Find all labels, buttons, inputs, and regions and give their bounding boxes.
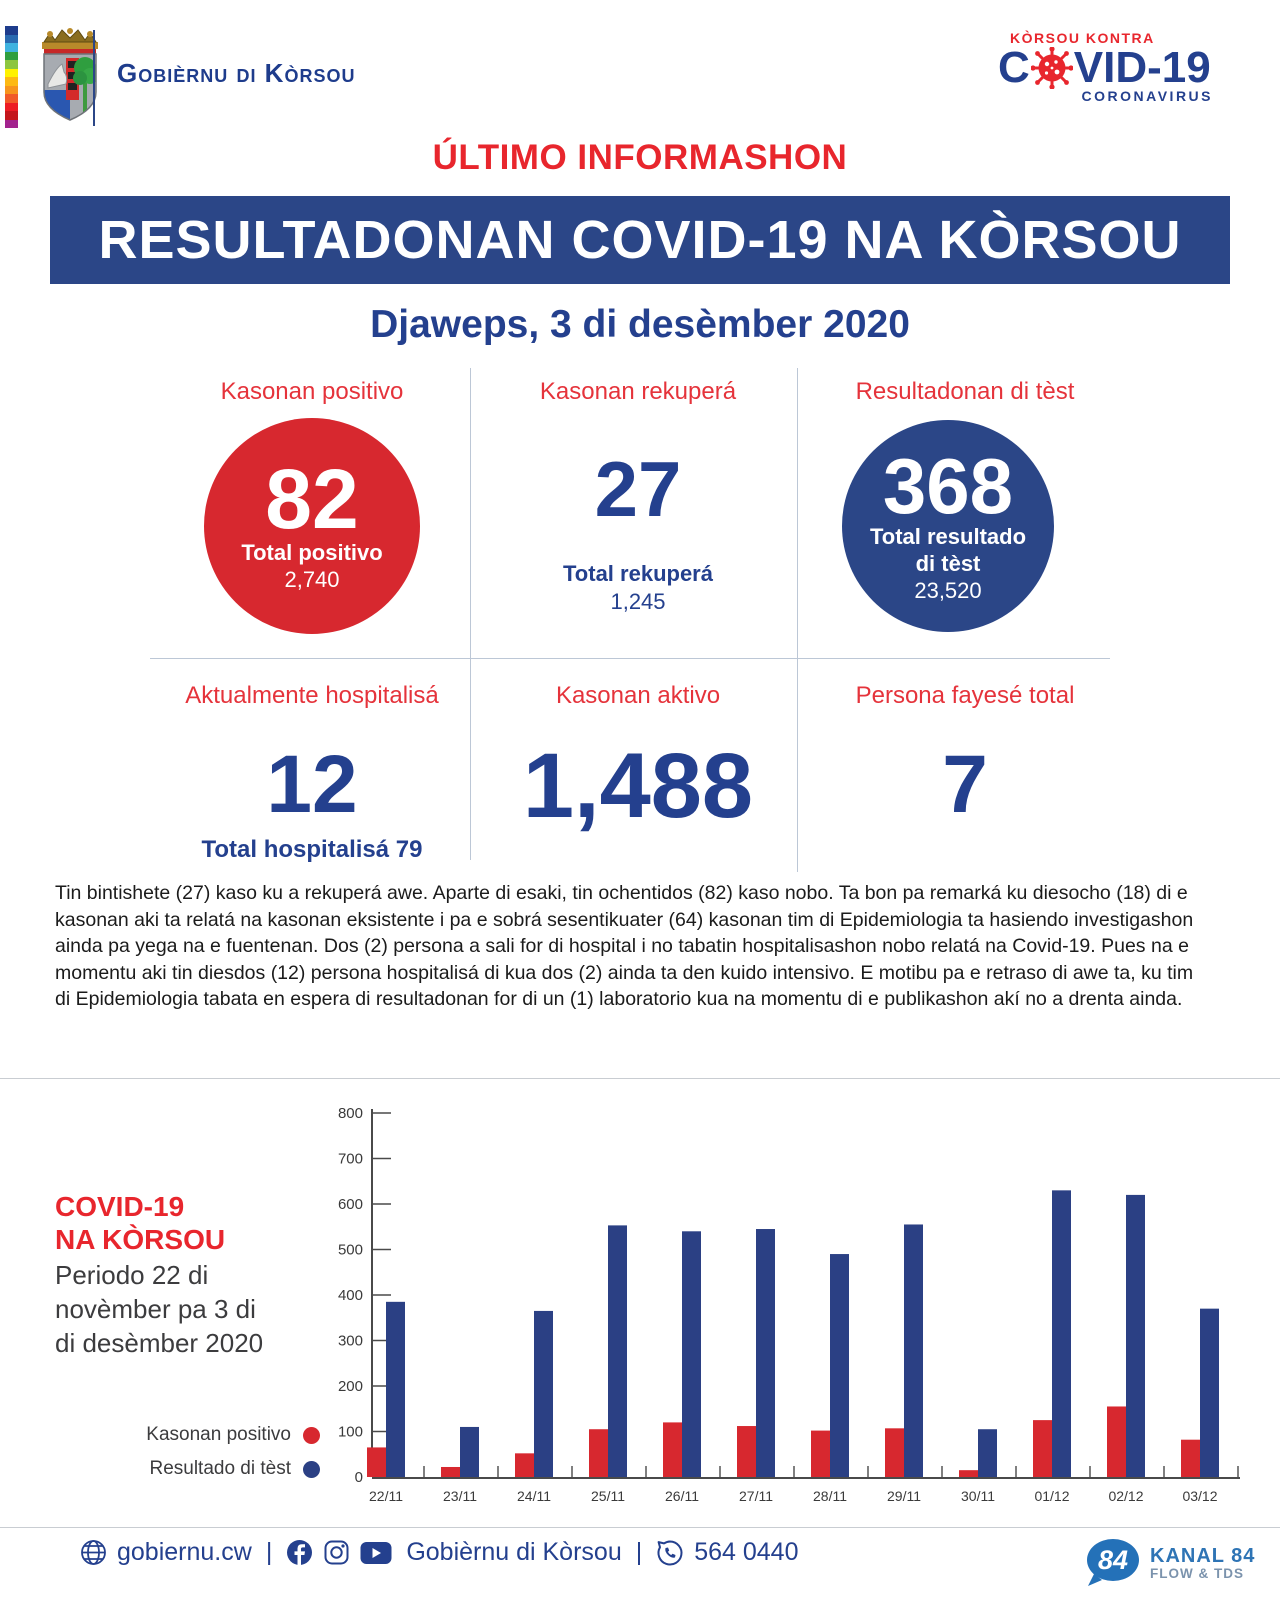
footer (80, 1538, 799, 1567)
section-kicker: ÚLTIMO INFORMASHON (432, 138, 848, 177)
instagram-icon[interactable] (323, 1539, 350, 1566)
report-paragraph: Tin bintishete (27) kaso ku a rekuperá awe. Aparte di esaki, tin ochentidos (82) kaso nobo. Ta bon pa remarká ku diesocho (18) di e kasonan aki ta relatá na kasonan eksistente i pa e sobrá sesentikuater (64) kasonan tim di Epidemiologia ta hasiendo investigashon ainda pa yega na e fuentenan. Dos (2) persona a sali for di hospital i no tabatin hospitalisashon nobo relatá na Covid-19. Pues na e momentu aki tin diesdos (12) persona hospitalisá di kua dos (2) ainda ta den kuido intensivo. E motibu pa e retraso di awe ta, ku tim di Epidemiologia tabata en espera di resultadonan for di un (1) laboratorio kua na momentu di e publikashon akí no a drenta ainda. (55, 882, 1194, 1010)
svg-text:28/11: 28/11 (813, 1488, 847, 1504)
chart-title-line1: COVID-19 (55, 1191, 185, 1222)
svg-text:01/12: 01/12 (1034, 1488, 1070, 1504)
legend-item-positivo (60, 1424, 320, 1446)
stat-total-value-positivo: 2,740 (284, 567, 340, 592)
stat-value-rekupera: 27 (594, 445, 682, 533)
legend-item-test (60, 1458, 320, 1480)
svg-text:500: 500 (337, 1241, 363, 1259)
curacao-coat-of-arms (30, 28, 110, 128)
svg-text:100: 100 (337, 1423, 363, 1441)
chart-title-line2: NA KÒRSOU (55, 1224, 226, 1255)
chart-subtitle-line2: novèmber pa 3 di (55, 1294, 256, 1324)
covid-bar-chart (320, 1085, 1250, 1515)
title-banner (50, 196, 1230, 284)
stat-label-positivo: Kasonan positivo (220, 378, 404, 405)
chart-subtitle-line3: di desèmber 2020 (55, 1328, 264, 1358)
stat-circle-test (842, 420, 1054, 632)
svg-text:700: 700 (337, 1150, 363, 1168)
footer-social-name[interactable]: Gobièrnu di Kòrsou (406, 1538, 622, 1566)
svg-text:30/11: 30/11 (961, 1488, 995, 1504)
legend-label-test: Resultado di tèst (149, 1458, 291, 1479)
legend-dot-blue (303, 1461, 320, 1478)
svg-text:84: 84 (1097, 1545, 1129, 1575)
stat-label-hospital: Aktualmente hospitalisá (185, 682, 439, 709)
flag-color-stripe (5, 26, 18, 128)
stat-total-label-test-1: Total resultado (869, 523, 1027, 549)
svg-text:03/12: 03/12 (1182, 1488, 1218, 1504)
globe-icon (80, 1539, 107, 1566)
svg-text:400: 400 (337, 1287, 363, 1304)
footer-website[interactable]: gobiernu.cw (117, 1538, 252, 1566)
facebook-icon[interactable] (286, 1539, 313, 1566)
stat-circle-positivo (204, 418, 420, 634)
svg-text:22/11: 22/11 (369, 1488, 403, 1504)
whatsapp-icon[interactable] (656, 1539, 684, 1567)
svg-text:23/11: 23/11 (443, 1488, 477, 1504)
svg-text:27/11: 27/11 (739, 1488, 773, 1504)
report-date: Djaweps, 3 di desèmber 2020 (370, 303, 910, 346)
stat-total-value-test: 23,520 (914, 577, 982, 603)
svg-text:02/12: 02/12 (1108, 1488, 1144, 1504)
stat-value-hospital: 12 (266, 739, 358, 830)
svg-text:0: 0 (354, 1469, 363, 1486)
title-banner-text: RESULTADONAN COVID-19 NA KÒRSOU (98, 210, 1182, 270)
stat-total-label-hospital: Total hospitalisá 79 (201, 836, 423, 863)
stat-label-rekupera: Kasonan rekuperá (539, 378, 737, 405)
chart-subtitle-line1: Periodo 22 di (55, 1260, 209, 1290)
chart-subtitle (55, 1258, 335, 1360)
chart-title (55, 1190, 315, 1256)
kanal84-bubble-icon (1082, 1536, 1142, 1590)
kanal84-name: KANAL 84 (1150, 1544, 1256, 1567)
chart-legend (60, 1424, 320, 1492)
kanal84-tagline: FLOW & TDS (1150, 1565, 1244, 1581)
svg-text:300: 300 (337, 1332, 363, 1350)
youtube-icon[interactable] (360, 1541, 392, 1565)
stat-total-value-rekupera: 1,245 (610, 589, 666, 614)
stat-label-fayese: Persona fayesé total (855, 682, 1075, 709)
virus-icon (1031, 47, 1073, 89)
logo-subtitle: CORONAVIRUS (1081, 88, 1213, 104)
logo-vid19: VID-19 (1073, 43, 1211, 92)
korsou-kontra-covid-logo (998, 30, 1213, 104)
grid-divider-horizontal (150, 658, 1110, 659)
stat-value-fayese: 7 (942, 739, 988, 830)
stat-value-test: 368 (882, 441, 1014, 530)
header-divider (93, 30, 95, 126)
svg-text:800: 800 (337, 1105, 363, 1122)
stat-total-label-positivo: Total positivo (241, 540, 383, 565)
stat-value-aktivo: 1,488 (522, 735, 754, 837)
svg-text:24/11: 24/11 (517, 1488, 551, 1504)
kanal84-logo (1082, 1536, 1255, 1590)
svg-text:25/11: 25/11 (591, 1488, 625, 1504)
logo-kicker: KÒRSOU KONTRA (1010, 30, 1155, 46)
footer-separator-2: | (635, 1538, 643, 1566)
stat-total-label-rekupera: Total rekuperá (563, 561, 713, 586)
legend-label-positivo: Kasonan positivo (146, 1424, 291, 1445)
stat-value-positivo: 82 (265, 452, 359, 546)
svg-text:29/11: 29/11 (887, 1488, 921, 1504)
svg-text:600: 600 (337, 1196, 363, 1213)
logo-main (998, 43, 1213, 92)
legend-dot-red (303, 1427, 320, 1444)
svg-text:200: 200 (337, 1378, 363, 1395)
footer-phone[interactable]: 564 0440 (694, 1538, 799, 1566)
svg-text:26/11: 26/11 (665, 1488, 699, 1504)
government-brand: Gobièrnu di Kòrsou (117, 58, 356, 88)
logo-letter-c: C (998, 43, 1030, 92)
footer-separator-1: | (265, 1538, 273, 1566)
stat-label-test: Resultadonan di tèst (855, 378, 1075, 405)
section-divider-bottom (0, 1527, 1280, 1528)
stat-label-aktivo: Kasonan aktivo (555, 682, 721, 709)
section-divider-top (0, 1078, 1280, 1079)
stat-total-label-test-2: di tèst (915, 550, 981, 576)
